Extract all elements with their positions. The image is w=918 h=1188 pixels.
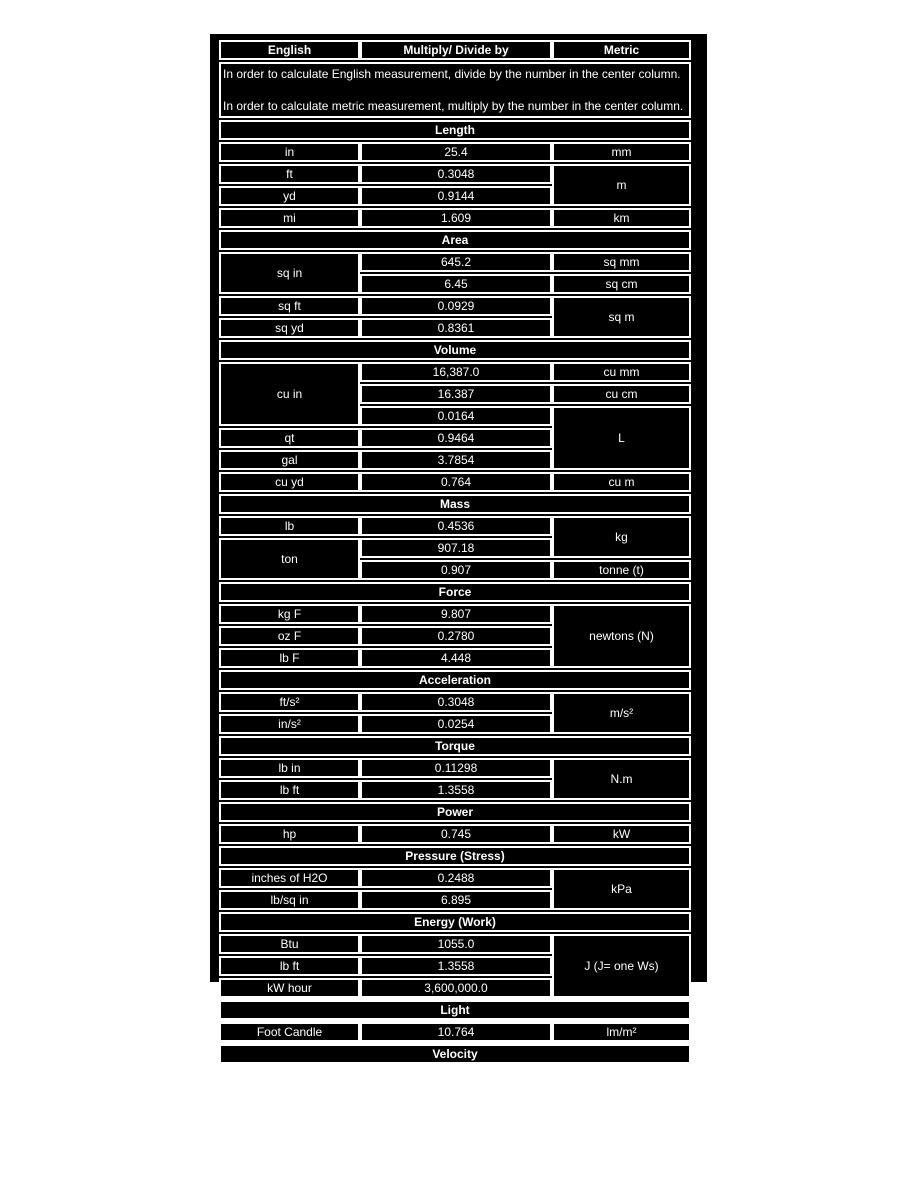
factor: 6.895 [360, 890, 552, 910]
conversion-table [219, 38, 691, 1066]
table-row [219, 516, 691, 536]
section-area: Area [219, 230, 691, 250]
english-unit: lb/sq in [219, 890, 360, 910]
metric-unit: km [552, 208, 691, 228]
factor: 0.907 [360, 560, 552, 580]
english-unit: cu yd [219, 472, 360, 492]
factor: 0.8361 [360, 318, 552, 338]
english-unit: lb [219, 516, 360, 536]
metric-unit: m/s² [552, 692, 691, 734]
english-unit: lb ft [219, 956, 360, 976]
section-mass: Mass [219, 494, 691, 514]
table-row [219, 868, 691, 888]
english-unit: inches of H2O [219, 868, 360, 888]
section-volume: Volume [219, 340, 691, 360]
section-energy: Energy (Work) [219, 912, 691, 932]
english-unit: gal [219, 450, 360, 470]
factor: 9.807 [360, 604, 552, 624]
factor: 0.0929 [360, 296, 552, 316]
factor: 3.7854 [360, 450, 552, 470]
metric-unit: L [552, 406, 691, 470]
section-length: Length [219, 120, 691, 140]
factor: 0.2488 [360, 868, 552, 888]
factor: 16.387 [360, 384, 552, 404]
factor: 0.11298 [360, 758, 552, 778]
factor: 1.609 [360, 208, 552, 228]
factor: 1.3558 [360, 780, 552, 800]
factor: 0.9464 [360, 428, 552, 448]
factor: 0.9144 [360, 186, 552, 206]
metric-unit: cu mm [552, 362, 691, 382]
table-row [219, 164, 691, 184]
factor: 645.2 [360, 252, 552, 272]
english-unit: mi [219, 208, 360, 228]
english-unit: qt [219, 428, 360, 448]
english-unit: ft [219, 164, 360, 184]
metric-unit: newtons (N) [552, 604, 691, 668]
table-row [219, 472, 691, 492]
factor: 3,600,000.0 [360, 978, 552, 998]
english-unit: kW hour [219, 978, 360, 998]
section-acceleration: Acceleration [219, 670, 691, 690]
table-row [219, 824, 691, 844]
table-row [219, 758, 691, 778]
factor: 0.745 [360, 824, 552, 844]
english-unit: yd [219, 186, 360, 206]
factor: 0.2780 [360, 626, 552, 646]
instructions-cell [219, 62, 691, 118]
metric-unit: sq m [552, 296, 691, 338]
english-unit: ton [219, 538, 360, 580]
table-row [219, 604, 691, 624]
table-row [219, 1022, 691, 1042]
english-unit: lb in [219, 758, 360, 778]
factor: 0.0254 [360, 714, 552, 734]
english-unit: ft/s² [219, 692, 360, 712]
table-row [219, 362, 691, 382]
table-row [219, 252, 691, 272]
english-instruction: In order to calculate English measurement, divide by the number in the center column. [223, 67, 681, 81]
english-unit: oz F [219, 626, 360, 646]
english-unit: hp [219, 824, 360, 844]
factor: 907.18 [360, 538, 552, 558]
factor: 0.0164 [360, 406, 552, 426]
factor: 0.3048 [360, 164, 552, 184]
factor: 0.4536 [360, 516, 552, 536]
english-unit: sq yd [219, 318, 360, 338]
section-light: Light [219, 1000, 691, 1020]
metric-instruction: In order to calculate metric measurement, multiply by the number in the center column. [223, 99, 684, 113]
factor-column-header: Multiply/ Divide by [360, 40, 552, 60]
english-unit: Btu [219, 934, 360, 954]
metric-unit: kW [552, 824, 691, 844]
english-unit: in [219, 142, 360, 162]
english-unit: lb F [219, 648, 360, 668]
factor: 4.448 [360, 648, 552, 668]
metric-unit: lm/m² [552, 1022, 691, 1042]
metric-unit: kg [552, 516, 691, 558]
metric-unit: J (J= one Ws) [552, 934, 691, 998]
table-row [219, 692, 691, 712]
section-power: Power [219, 802, 691, 822]
factor: 0.764 [360, 472, 552, 492]
section-velocity: Velocity [219, 1044, 691, 1064]
english-unit: in/s² [219, 714, 360, 734]
instructions-row [219, 62, 691, 118]
section-pressure: Pressure (Stress) [219, 846, 691, 866]
english-unit: sq in [219, 252, 360, 294]
section-torque: Torque [219, 736, 691, 756]
factor: 10.764 [360, 1022, 552, 1042]
factor: 1055.0 [360, 934, 552, 954]
section-force: Force [219, 582, 691, 602]
metric-unit: N.m [552, 758, 691, 800]
english-unit: lb ft [219, 780, 360, 800]
table-row [219, 142, 691, 162]
metric-column-header: Metric [552, 40, 691, 60]
english-unit: kg F [219, 604, 360, 624]
factor: 1.3558 [360, 956, 552, 976]
header-row [219, 40, 691, 60]
english-column-header: English [219, 40, 360, 60]
metric-unit: sq cm [552, 274, 691, 294]
english-unit: Foot Candle [219, 1022, 360, 1042]
factor: 6.45 [360, 274, 552, 294]
metric-unit: kPa [552, 868, 691, 910]
factor: 25.4 [360, 142, 552, 162]
english-unit: sq ft [219, 296, 360, 316]
factor: 0.3048 [360, 692, 552, 712]
table-row [219, 208, 691, 228]
metric-unit: cu m [552, 472, 691, 492]
factor: 16,387.0 [360, 362, 552, 382]
metric-unit: m [552, 164, 691, 206]
metric-unit: mm [552, 142, 691, 162]
english-unit: cu in [219, 362, 360, 426]
metric-unit: cu cm [552, 384, 691, 404]
table-row [219, 296, 691, 316]
table-row [219, 934, 691, 954]
metric-unit: sq mm [552, 252, 691, 272]
metric-unit: tonne (t) [552, 560, 691, 580]
conversion-panel [210, 34, 707, 1061]
